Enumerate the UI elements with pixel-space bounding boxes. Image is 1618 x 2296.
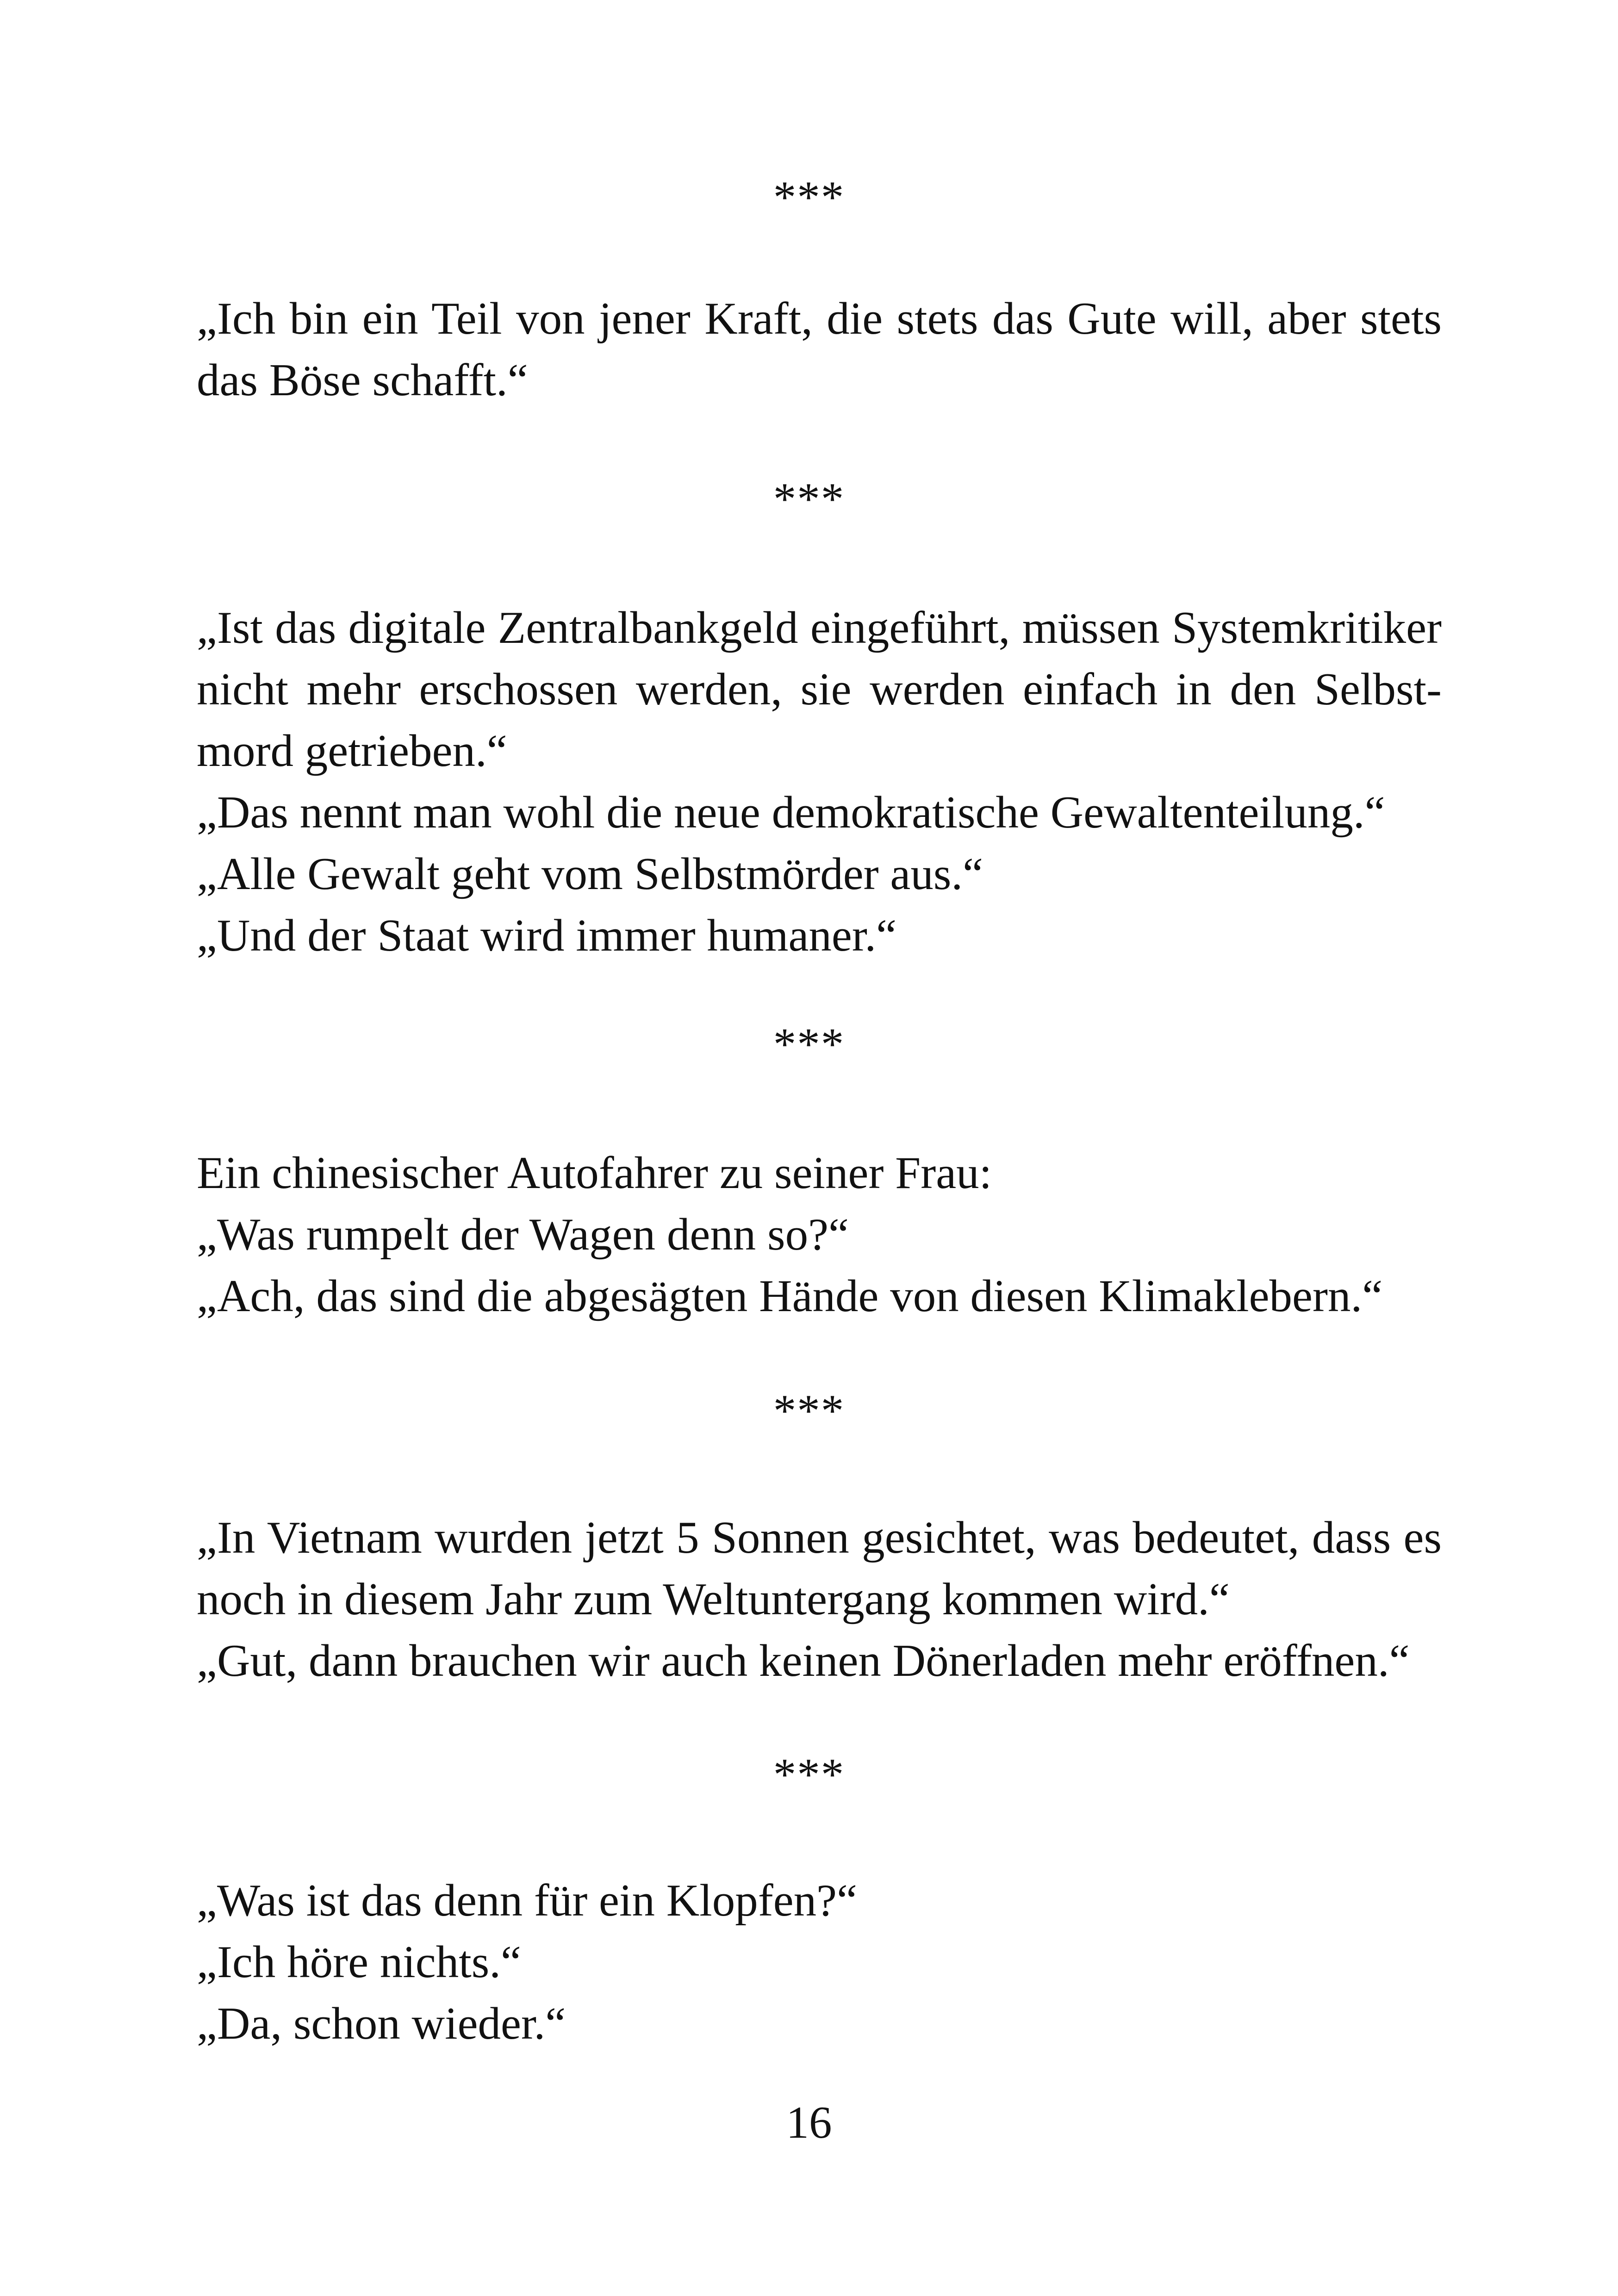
text-block-3 xyxy=(197,1142,1442,1327)
paragraph: „Und der Staat wird immer humaner.“ xyxy=(197,910,897,961)
page-number: 16 xyxy=(786,2097,832,2148)
section-separator: *** xyxy=(773,474,845,524)
paragraph: Ein chinesischer Autofahrer zu seiner Frau: xyxy=(197,1148,992,1198)
text-block-2 xyxy=(197,597,1442,966)
paragraph: „In Vietnam wurden jetzt 5 Sonnen gesichtet, was bedeutet, dass es noch in diesem Jahr zum Weltuntergang kommen wird.“ xyxy=(197,1512,1442,1624)
section-separator: *** xyxy=(773,1019,845,1070)
text-block-5 xyxy=(197,1870,1442,2054)
paragraph: „Ach, das sind die abgesägten Hände von diesen Klimaklebern.“ xyxy=(197,1271,1383,1321)
paragraph: „Das nennt man wohl die neue demokratische Gewaltenteilung.“ xyxy=(197,787,1385,838)
paragraph: „Da, schon wieder.“ xyxy=(197,1998,566,2049)
paragraph: „Gut, dann brauchen wir auch keinen Dönerladen mehr eröffnen.“ xyxy=(197,1636,1410,1686)
paragraph: „Was rumpelt der Wagen denn so?“ xyxy=(197,1209,849,1260)
paragraph: „Was ist das denn für ein Klopfen?“ xyxy=(197,1875,858,1926)
paragraph: „Ich höre nichts.“ xyxy=(197,1937,521,1987)
text-block-1 xyxy=(197,288,1442,411)
paragraph: „Alle Gewalt geht vom Selbstmörder aus.“ xyxy=(197,849,983,899)
text-block-4 xyxy=(197,1507,1442,1692)
section-separator: *** xyxy=(773,1386,845,1436)
section-separator: *** xyxy=(773,172,845,223)
section-separator: *** xyxy=(773,1749,845,1800)
paragraph: „Ist das digitale Zentralbankgeld eingeführt, müssen Systemkritiker nicht mehr erschossen werden, sie werden einfach in den Selbstmord getrieben.“ xyxy=(197,603,1442,776)
paragraph: „Ich bin ein Teil von jener Kraft, die stets das Gute will, aber stets das Böse schafft.“ xyxy=(197,293,1442,405)
